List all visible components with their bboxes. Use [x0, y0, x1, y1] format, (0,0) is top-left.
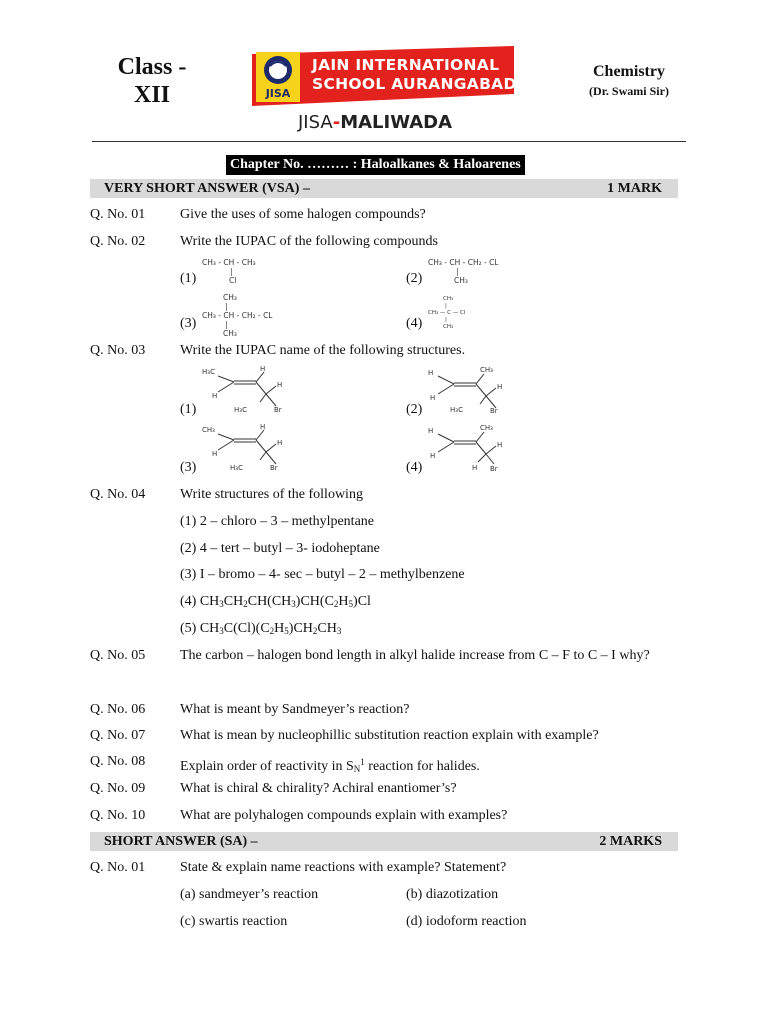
- alkene-structure-diagram: [200, 420, 300, 478]
- sub-item-formula: (4) $CH_3CH_2CH(CH_3)CH(C_2H_5)Cl$: [180, 594, 371, 609]
- question-text: Write structures of the following: [180, 487, 363, 502]
- alkene-structure-diagram: [424, 362, 524, 420]
- atom-label: H: [428, 427, 434, 435]
- formula-line: CH₃ - CH - CH₃: [202, 258, 256, 267]
- atom-label: CH₃: [480, 424, 493, 432]
- sub-item: (d) iodoform reaction: [406, 914, 527, 929]
- branch-separator: -: [332, 112, 341, 133]
- option-label: (1): [180, 271, 197, 286]
- atom-label: H: [277, 439, 283, 447]
- formula-line: CH₃: [443, 324, 454, 330]
- atom-label: H: [428, 369, 434, 377]
- structure-formula: CH₃ | CH₃ — C — Cl | CH₃: [428, 296, 466, 330]
- formula-line: CH₃: [223, 293, 237, 302]
- question-number: Q. No. 01: [90, 860, 146, 875]
- option-label: (3): [180, 316, 197, 331]
- question-text: What is chiral & chirality? Achiral enantiomer’s?: [180, 781, 457, 796]
- sub-item: (1) 2 – chloro – 3 – methylpentane: [180, 514, 375, 529]
- question-number: Q. No. 02: [90, 234, 146, 249]
- question-text: The carbon – halogen bond length in alkyl halide increase from C – F to C – I why?: [180, 648, 650, 663]
- question-text: Explain order of reactivity in $S_N^1$ reaction for halides.: [180, 757, 480, 774]
- section-header-sa: [90, 832, 678, 851]
- chapter-label: Chapter No. ……… : Haloalkanes & Haloarenes: [226, 155, 525, 175]
- atom-label: H₃C: [230, 464, 243, 472]
- formula-line: CH₃ - CH - CH₂ - CL: [202, 311, 273, 320]
- option-label: (3): [180, 460, 197, 475]
- branch-prefix: JISA: [298, 112, 333, 133]
- question-number: Q. No. 01: [90, 207, 146, 222]
- atom-label: H: [212, 392, 218, 400]
- atom-label: H: [260, 423, 266, 431]
- atom-label: H: [497, 383, 503, 391]
- question-number: Q. No. 03: [90, 343, 146, 358]
- question-number: Q. No. 06: [90, 702, 146, 717]
- atom-label: H₃C: [234, 406, 247, 414]
- formula-line: CH₃: [454, 276, 468, 285]
- sub-item: (2) 4 – tert – butyl – 3- iodoheptane: [180, 541, 380, 556]
- formula-line: CH₃ - CH - CH₂ - CL: [428, 258, 499, 267]
- atom-label: H: [212, 450, 218, 458]
- question-number: Q. No. 08: [90, 754, 146, 769]
- option-label: (1): [180, 402, 197, 417]
- question-text: What is mean by nucleophillic substitution reaction explain with example?: [180, 728, 599, 743]
- formula-line: CH₃: [443, 296, 454, 302]
- atom-label: H₃C: [450, 406, 463, 414]
- sub-item: (3) I – bromo – 4- sec – butyl – 2 – methylbenzene: [180, 567, 465, 582]
- subject-name: Chemistry: [593, 63, 665, 80]
- section-header-vsa: [90, 179, 678, 198]
- header-divider: [92, 141, 686, 142]
- question-number: Q. No. 10: [90, 808, 146, 823]
- school-name-line1: JAIN INTERNATIONAL: [312, 56, 500, 74]
- logo-monogram: JISA: [265, 87, 291, 100]
- option-label: (4): [406, 316, 423, 331]
- question-text: Give the uses of some halogen compounds?: [180, 207, 426, 222]
- option-label: (2): [406, 402, 423, 417]
- sub-item: (b) diazotization: [406, 887, 499, 902]
- question-text: Write the IUPAC of the following compounds: [180, 234, 438, 249]
- question-number: Q. No. 09: [90, 781, 146, 796]
- formula-line: CH₃ — C — Cl: [428, 310, 466, 316]
- structure-formula: CH₃ - CH - CH₃ | Cl: [202, 258, 256, 285]
- atom-label: Br: [490, 407, 498, 415]
- atom-label: H: [497, 441, 503, 449]
- question-text: What are polyhalogen compounds explain with examples?: [180, 808, 508, 823]
- atom-label: Br: [274, 406, 282, 414]
- question-text: State & explain name reactions with example? Statement?: [180, 860, 507, 875]
- sub-item-formula: (5) $CH_3C(Cl)(C_2H_5)CH_2CH_3$: [180, 621, 342, 636]
- question-number: Q. No. 04: [90, 487, 146, 502]
- atom-label: CH₃: [202, 426, 215, 434]
- atom-label: Br: [270, 464, 278, 472]
- question-number: Q. No. 07: [90, 728, 146, 743]
- atom-label: H: [430, 394, 436, 402]
- question-text: What is meant by Sandmeyer’s reaction?: [180, 702, 410, 717]
- atom-label: Br: [490, 465, 498, 473]
- alkene-structure-diagram: [424, 420, 524, 478]
- school-name-line2: SCHOOL AURANGABAD: [312, 75, 517, 93]
- atom-label: H: [472, 464, 478, 472]
- class-label: [100, 53, 204, 109]
- formula-line: Cl: [229, 276, 237, 285]
- section-title: VERY SHORT ANSWER (VSA) –: [104, 181, 310, 196]
- option-label: (4): [406, 460, 423, 475]
- option-label: (2): [406, 271, 423, 286]
- teacher-name: (Dr. Swami Sir): [589, 84, 669, 98]
- question-text: Write the IUPAC name of the following structures.: [180, 343, 466, 358]
- class-label-line1: Class -: [117, 54, 187, 80]
- sub-item: (c) swartis reaction: [180, 914, 288, 929]
- atom-label: H: [277, 381, 283, 389]
- section-marks: 1 MARK: [607, 181, 662, 196]
- atom-label: H: [430, 452, 436, 460]
- sub-item: (a) sandmeyer’s reaction: [180, 887, 319, 902]
- class-label-line2: XII: [133, 82, 170, 108]
- atom-label: CH₃: [480, 366, 493, 374]
- section-title: SHORT ANSWER (SA) –: [104, 834, 258, 849]
- formula-line: CH₃: [223, 329, 237, 338]
- school-name: [312, 56, 517, 94]
- structure-formula: CH₃ | CH₃ - CH - CH₂ - CL | CH₃: [202, 293, 273, 338]
- branch-title: [298, 112, 452, 133]
- branch-name: MALIWADA: [340, 112, 453, 133]
- section-marks: 2 MARKS: [599, 834, 662, 849]
- question-number: Q. No. 05: [90, 648, 146, 663]
- atom-label: H: [260, 365, 266, 373]
- atom-label: H₃C: [202, 368, 215, 376]
- alkene-structure-diagram: [200, 362, 300, 420]
- structure-formula: CH₃ - CH - CH₂ - CL | CH₃: [428, 258, 499, 285]
